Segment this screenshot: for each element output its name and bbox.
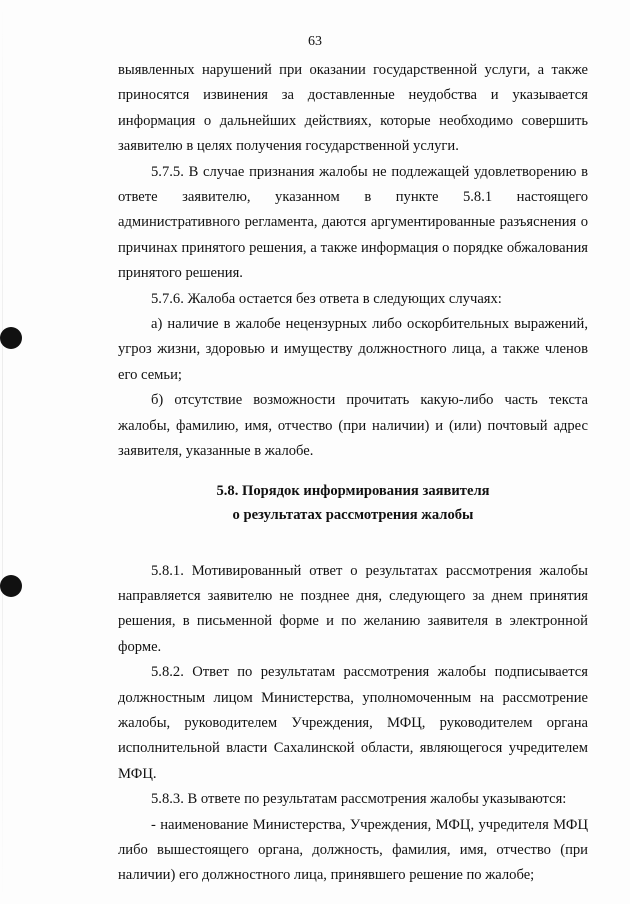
paragraph-continuation: выявленных нарушений при оказании государственной услуги, а также приносятся извинения за доставленные неудобства и указывается информация о дальнейших действиях, которые необходимо совершить заявителю в целях получения государственной услуги.	[118, 62, 588, 155]
list-item-b: б) отсутствие возможности прочитать какую-либо часть текста жалобы, фамилию, имя, отчество (при наличии) и (или) почтовый адрес заявителя, указанные в жалобе.	[118, 392, 588, 460]
page-number: 63	[308, 34, 322, 49]
section-heading-line2: о результатах рассмотрения жалобы	[232, 506, 474, 523]
punch-hole-mark	[0, 327, 22, 349]
paragraph-5-7-6: 5.7.6. Жалоба остается без ответа в следующих случаях:	[151, 290, 502, 307]
page-edge-shadow	[2, 0, 3, 904]
paragraph-5-8-2: 5.8.2. Ответ по результатам рассмотрения жалобы подписывается должностным лицом Министерства, уполномоченным на рассмотрение жалобы, руководителем Учреждения, МФЦ, руководителем органа исполнительной власти Сахалинской области, являющегося учредителем МФЦ.	[118, 664, 588, 782]
paragraph-5-8-1: 5.8.1. Мотивированный ответ о результатах рассмотрения жалобы направляется заявителю не позднее дня, следующего за днем принятия решения, в письменной форме и по желанию заявителя в электронной форме.	[118, 562, 588, 655]
document-body	[118, 58, 588, 889]
paragraph-5-8-3: 5.8.3. В ответе по результатам рассмотрения жалобы указываются:	[151, 791, 567, 808]
section-heading-line1: 5.8. Порядок информирования заявителя	[216, 482, 490, 499]
punch-hole-mark	[0, 575, 22, 597]
list-item-dash: - наименование Министерства, Учреждения, МФЦ, учредителя МФЦ либо вышестоящего органа, должность, фамилия, имя, отчество (при наличии) его должностного лица, принявшего решение по жалобе;	[118, 816, 588, 884]
paragraph-5-7-5: 5.7.5. В случае признания жалобы не подлежащей удовлетворению в ответе заявителю, указанном в пункте 5.8.1 настоящего административного регламента, даются аргументированные разъяснения о причинах принятого решения, а также информация о порядке обжалования принятого решения.	[118, 163, 588, 282]
list-item-a: а) наличие в жалобе нецензурных либо оскорбительных выражений, угроз жизни, здоровью и имуществу должностного лица, а также членов его семьи;	[118, 316, 588, 383]
section-heading-5-8	[118, 479, 588, 527]
